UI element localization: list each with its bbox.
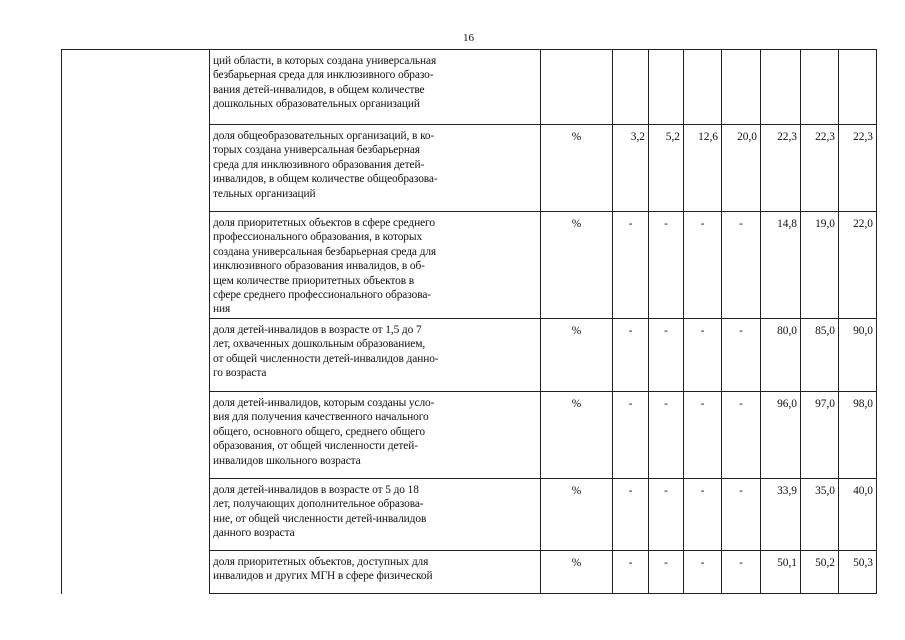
indicator-text-line: тельных организаций: [213, 187, 316, 200]
value-cell: -: [649, 551, 684, 594]
indicator-text-line: доля приоритетных объектов в сфере среднего: [213, 217, 435, 229]
value-cell: -: [722, 551, 761, 594]
indicator-name-cell: [210, 551, 541, 594]
value-cell: 40,0: [839, 479, 877, 551]
value-cell: -: [649, 392, 684, 479]
value-cell: 5,2: [649, 125, 684, 212]
unit-cell: %: [541, 551, 613, 594]
value-cell: 35,0: [801, 479, 839, 551]
value-cell: 97,0: [801, 392, 839, 479]
indicator-text-line: лет, охваченных дошкольным образованием,: [213, 338, 426, 351]
indicator-text-line: доля детей-инвалидов в возрасте от 5 до 18: [213, 484, 419, 496]
table-row: [62, 125, 877, 212]
indicator-name-cell: [210, 125, 541, 212]
table-row: [62, 50, 877, 125]
indicator-text-line: безбарьерная среда для инклюзивного образо-: [213, 69, 434, 82]
table-row: [62, 212, 877, 319]
value-cell: -: [649, 479, 684, 551]
indicator-text-line: торых создана универсальная безбарьерная: [213, 144, 420, 157]
unit-cell: %: [541, 392, 613, 479]
unit-cell: %: [541, 212, 613, 319]
value-cell: -: [722, 392, 761, 479]
value-cell: 80,0: [761, 319, 801, 392]
indicator-text-line: инвалидов, в общем количестве общеобразова-: [213, 173, 438, 186]
program-column-cell: [62, 125, 210, 212]
value-cell: 22,0: [839, 212, 877, 319]
value-cell: 12,6: [684, 125, 722, 212]
indicator-text-line: инвалидов и других МГН в сфере физической: [213, 570, 433, 583]
indicator-text-line: инвалидов школьного возраста: [213, 454, 361, 467]
value-cell: -: [684, 212, 722, 319]
indicators-table: [61, 49, 877, 594]
value-cell: 50,1: [761, 551, 801, 594]
value-cell: [761, 50, 801, 125]
indicator-text-line: от общей численности детей-инвалидов данно-: [213, 352, 439, 365]
value-cell: -: [684, 319, 722, 392]
table-row: [62, 319, 877, 392]
value-cell: -: [684, 551, 722, 594]
indicator-name-cell: [210, 479, 541, 551]
unit-cell: %: [541, 319, 613, 392]
value-cell: -: [722, 319, 761, 392]
indicator-text-line: сфере среднего профессионального образова-: [213, 289, 431, 302]
value-cell: 20,0: [722, 125, 761, 212]
value-cell: [722, 50, 761, 125]
indicator-text-line: го возраста: [213, 367, 267, 380]
indicator-text-line: щем количестве приоритетных объектов в: [213, 274, 415, 287]
value-cell: 22,3: [839, 125, 877, 212]
table-row: [62, 479, 877, 551]
value-cell: 90,0: [839, 319, 877, 392]
value-cell: -: [722, 479, 761, 551]
value-cell: -: [649, 319, 684, 392]
unit-cell: %: [541, 479, 613, 551]
value-cell: -: [613, 319, 649, 392]
value-cell: [613, 50, 649, 125]
value-cell: -: [613, 551, 649, 594]
program-column-cell: [62, 392, 210, 479]
value-cell: -: [613, 212, 649, 319]
indicator-text-line: доля детей-инвалидов, которым созданы усло-: [213, 397, 435, 409]
table-row: [62, 551, 877, 594]
value-cell: -: [684, 479, 722, 551]
indicator-text-line: ния: [213, 303, 231, 316]
indicator-name-cell: [210, 392, 541, 479]
indicator-text-line: доля приоритетных объектов, доступных для: [213, 556, 429, 568]
indicator-text-line: ций области, в которых создана универсальная: [213, 55, 437, 67]
program-column-cell: [62, 551, 210, 594]
indicator-text-line: общего, основного общего, среднего общего: [213, 425, 425, 438]
indicator-text-line: данного возраста: [213, 527, 295, 540]
value-cell: 19,0: [801, 212, 839, 319]
indicator-text-line: профессионального образования, в которых: [213, 231, 423, 244]
unit-cell: %: [541, 125, 613, 212]
value-cell: -: [613, 392, 649, 479]
indicator-name-cell: [210, 50, 541, 125]
indicator-text-line: лет, получающих дополнительное образова-: [213, 498, 424, 511]
indicator-text-line: создана универсальная безбарьерная среда для: [213, 245, 437, 258]
value-cell: [801, 50, 839, 125]
unit-cell: [541, 50, 613, 125]
indicator-text-line: вания детей-инвалидов, в общем количестве: [213, 83, 425, 96]
page-number: 16: [463, 32, 474, 44]
value-cell: [839, 50, 877, 125]
indicator-name-cell: [210, 212, 541, 319]
value-cell: 50,2: [801, 551, 839, 594]
value-cell: [649, 50, 684, 125]
program-column-cell: [62, 212, 210, 319]
indicator-name-cell: [210, 319, 541, 392]
indicator-text-line: доля детей-инвалидов в возрасте от 1,5 до 7: [213, 324, 422, 336]
value-cell: 50,3: [839, 551, 877, 594]
value-cell: 96,0: [761, 392, 801, 479]
value-cell: [684, 50, 722, 125]
value-cell: 22,3: [801, 125, 839, 212]
indicator-text-line: среда для инклюзивного образования детей-: [213, 158, 425, 171]
value-cell: 14,8: [761, 212, 801, 319]
program-column-cell: [62, 319, 210, 392]
value-cell: -: [684, 392, 722, 479]
indicator-text-line: образования, от общей численности детей-: [213, 440, 418, 453]
indicator-text-line: ние, от общей численности детей-инвалидов: [213, 512, 427, 525]
value-cell: 22,3: [761, 125, 801, 212]
value-cell: -: [649, 212, 684, 319]
indicator-text-line: инклюзивного образования инвалидов, в об-: [213, 260, 425, 273]
value-cell: -: [722, 212, 761, 319]
value-cell: -: [613, 479, 649, 551]
value-cell: 3,2: [613, 125, 649, 212]
indicator-text-line: вия для получения качественного начального: [213, 411, 429, 424]
value-cell: 98,0: [839, 392, 877, 479]
indicator-text-line: дошкольных образовательных организаций: [213, 98, 420, 111]
table-row: [62, 392, 877, 479]
value-cell: 33,9: [761, 479, 801, 551]
program-column-cell: [62, 50, 210, 125]
value-cell: 85,0: [801, 319, 839, 392]
program-column-cell: [62, 479, 210, 551]
indicator-text-line: доля общеобразовательных организаций, в ко-: [213, 130, 435, 142]
